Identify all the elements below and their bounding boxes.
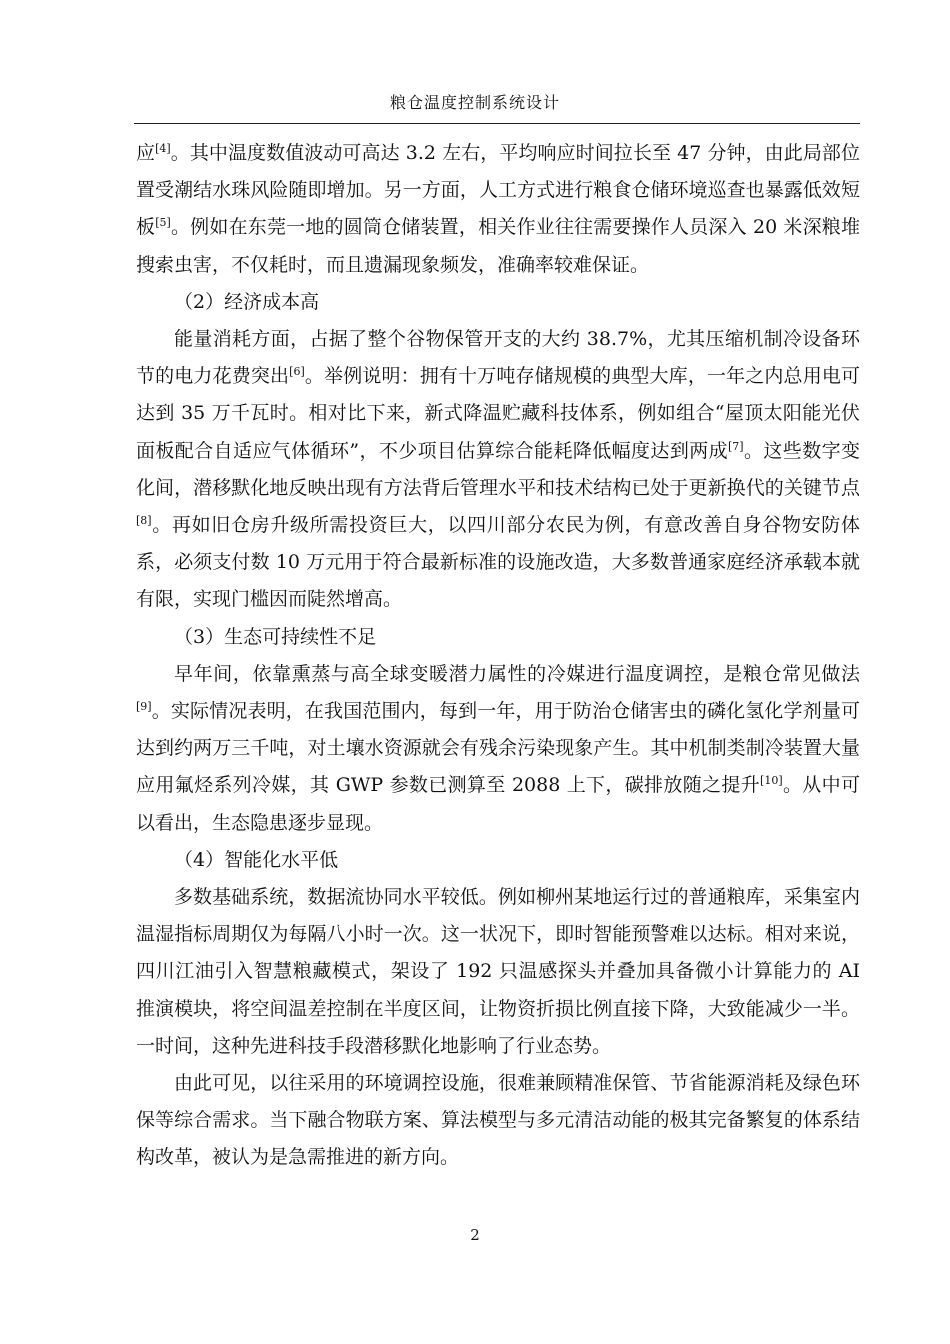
text-run: 。这些数字变化间，潜移默化地反映出现有方法背后管理水平和技术结构已处于更新换代的关键节点 (136, 439, 860, 499)
text-run: 。再如旧仓房升级所需投资巨大，以四川部分农民为例，有意改善自身谷物安防体系，必须支付数 10 万元用于符合最新标准的设施改造，大多数普通家庭经济承载本就有限，实现门槛因而陡然增高。 (136, 514, 860, 611)
citation-ref: [7] (728, 439, 744, 453)
header-divider (134, 123, 860, 124)
text-run: 。例如在东莞一地的圆筒仓储装置，相关作业往往需要操作人员深入 20 米深粮堆搜索虫害，不仅耗时，而且遗漏现象频发，准确率较难保证。 (136, 216, 860, 276)
text-run: 。举例说明：拥有十万吨存储规模的典型大库，一年之内总用电可达到 35 万千瓦时。相对比下来，新式降温贮藏科技体系，例如组合“屋顶太阳能光伏面板配合自适应气体循环”，不少项目估算综合能耗降低幅度达到两成 (136, 365, 860, 462)
citation-ref: [6] (289, 365, 305, 379)
paragraph-economic-cost (136, 321, 860, 619)
running-header-title: 粮仓温度控制系统设计 (389, 93, 560, 112)
paragraph-conclusion: 由此可见，以往采用的环境调控设施，很难兼顾精准保管、节省能源消耗及绿色环保等综合需求。当下融合物联方案、算法模型与多元清洁动能的极其完备繁复的体系结构改革，被认为是急需推进的新方向。 (136, 1072, 860, 1169)
section-heading-intelligence: （4）智能化水平低 (174, 848, 339, 871)
text-run: 应 (136, 142, 156, 164)
citation-ref: [8] (136, 514, 152, 528)
citation-ref: [9] (136, 700, 152, 714)
paragraph-intelligence: 多数基础系统，数据流协同水平较低。例如柳州某地运行过的普通粮库，采集室内温湿指标周期仅为每隔八小时一次。这一状况下，即时智能预警难以达标。相对来说，四川江油引入智慧粮藏模式，架设了 192 只温感探头并叠加具备微小计算能力的 AI 推演模块，将空间温差控制在半度区间，让物资折损比例直接下降，大致能减少一半。一时间，这种先进科技手段潜移默化地影响了行业态势。 (136, 886, 860, 1057)
section-heading-economic-cost: （2）经济成本高 (174, 290, 320, 313)
text-run: 。实际情况表明，在我国范围内，每到一年，用于防治仓储害虫的磷化氢化学剂量可达到约两万三千吨，对土壤水资源就会有残余污染现象产生。其中机制类制冷装置大量应用氟烃系列冷媒，其 GWP 参数已测算至 2088 上下，碳排放随之提升 (136, 700, 860, 797)
text-run: 。其中温度数值波动可高达 3.2 左右，平均响应时间拉长至 47 分钟，由此局部位置受潮结水珠风险随即增加。另一方面，人工方式进行粮食仓储环境巡查也暴露低效短板 (136, 142, 860, 239)
citation-ref: [5] (155, 216, 171, 230)
paragraph-continued (136, 135, 860, 284)
text-run: 。从中可以看出，生态隐患逐步显现。 (136, 774, 860, 834)
body-text (136, 135, 860, 1177)
section-heading-ecology: （3）生态可持续性不足 (174, 625, 377, 648)
text-run: 能量消耗方面，占据了整个谷物保管开支的大约 38.7%，尤其压缩机制冷设备环节的电力花费突出 (136, 328, 860, 388)
text-run: 早年间，依靠熏蒸与高全球变暖潜力属性的冷媒进行温度调控，是粮仓常见做法 (174, 662, 860, 685)
page-number: 2 (470, 1226, 480, 1244)
paragraph-ecology (136, 656, 860, 842)
citation-ref: [4] (155, 142, 171, 155)
citation-ref: [10] (760, 774, 783, 788)
